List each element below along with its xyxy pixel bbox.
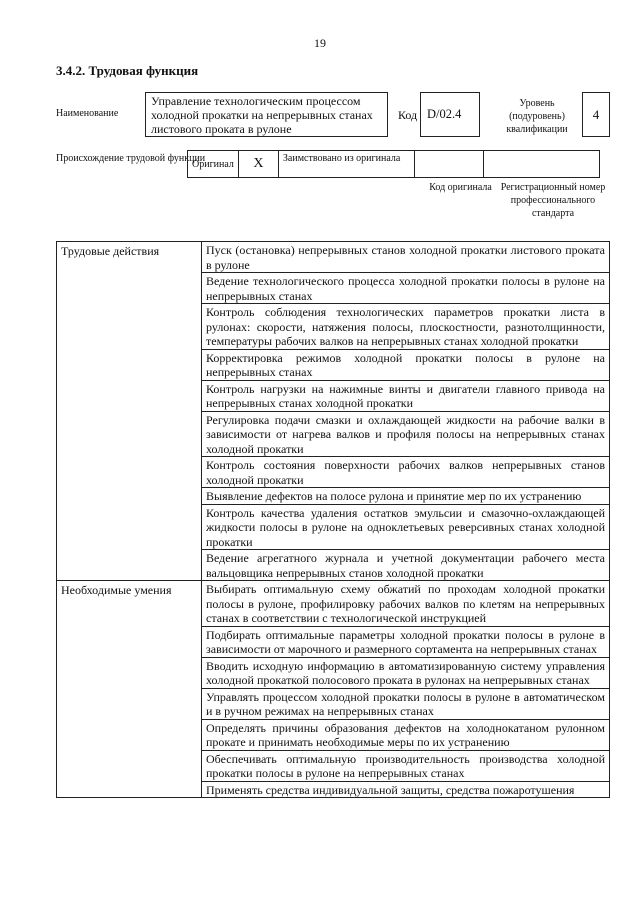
section-item: Ведение технологического процесса холодной прокатки полосы в рулоне на непрерывных станах — [202, 273, 610, 304]
function-name-box: Управление технологическим процессом холодной прокатки на непрерывных станах листового проката в рулоне — [145, 92, 388, 137]
code-value-box: D/02.4 — [420, 92, 480, 137]
section-item: Управлять процессом холодной прокатки полосы в рулоне в автоматическом и в ручном режимах на непрерывных станах — [202, 688, 610, 719]
original-label-cell: Оригинал — [188, 151, 239, 178]
section-item: Контроль состояния поверхности рабочих валков непрерывных станов холодной прокатки — [202, 457, 610, 488]
section-item: Выявление дефектов на полосе рулона и принятие мер по их устранению — [202, 488, 610, 505]
original-code-cell — [414, 151, 483, 178]
table-row — [57, 242, 610, 273]
section-item: Корректировка режимов холодной прокатки полосы в рулоне на непрерывных станах — [202, 349, 610, 380]
section-item: Вводить исходную информацию в автоматизированную систему управления холодной прокаткой полосового проката в рулонах на непрерывных станах — [202, 657, 610, 688]
origin-table — [187, 150, 600, 178]
section-item: Обеспечивать оптимальную производительность производства холодной прокатки полосы в рулоне на непрерывных станах — [202, 750, 610, 781]
origin-label — [56, 153, 205, 165]
page-number: 19 — [314, 36, 326, 50]
section-item: Подбирать оптимальные параметры холодной прокатки полосы в рулоне в зависимости от марочного и размерного сортамента на непрерывных станах — [202, 626, 610, 657]
labor-function-table — [56, 241, 610, 798]
labor-function-table-body — [57, 242, 610, 798]
section-item: Контроль качества удаления остатков эмульсии и смазочно-охлаждающей жидкости полосы в рулоне на одноклетьевых реверсивных станах холодной прокатки — [202, 504, 610, 550]
section-item: Регулировка подачи смазки и охлаждающей жидкости на рабочие валки в зависимости от нагрева валков и профиля полосы на непрерывных станах холодной прокатки — [202, 411, 610, 457]
section-item: Применять средства индивидуальной защиты, средства пожаротушения — [202, 781, 610, 798]
original-mark-cell: X — [238, 151, 278, 178]
section-item: Ведение агрегатного журнала и учетной документации рабочего места вальцовщика непрерывных станов холодной прокатки — [202, 550, 610, 581]
section-item: Контроль соблюдения технологических параметров прокатки листа в рулонах: скорости, натяжения полосы, плоскостности, разнотолщинности, температуры рабочих валков на непрерывных станах холодной прокатки — [202, 304, 610, 350]
section-item: Контроль нагрузки на нажимные винты и двигатели главного привода на непрерывных станах холодной прокатки — [202, 380, 610, 411]
registration-number-cell — [483, 151, 599, 178]
registration-number-caption: Регистрационный номер профессионального стандарта — [500, 182, 606, 219]
section-title: 3.4.2. Трудовая функция — [56, 63, 199, 78]
qualification-level-label: Уровень (подуровень) квалификации — [506, 98, 568, 135]
original-code-caption: Код оригинала — [429, 182, 492, 193]
qualification-level-box: 4 — [582, 92, 610, 137]
section-item: Определять причины образования дефектов на холоднокатаном рулонном прокате и принимать необходимые меры по их устранению — [202, 719, 610, 750]
code-label: Код — [398, 108, 418, 122]
origin-label-text: Происхождение трудовой функции — [56, 153, 206, 164]
section-item: Пуск (остановка) непрерывных станов холодной прокатки листового проката в рулоне — [202, 242, 610, 273]
section-item: Выбирать оптимальную схему обжатий по проходам холодной прокатки полосы в рулоне, профилировку рабочих валков по клетям на непрерывных станах в соответствии с технологической инструкцией — [202, 581, 610, 627]
borrowed-label-cell: Заимствовано из оригинала — [278, 151, 414, 178]
section-label: Трудовые действия — [57, 242, 202, 581]
table-row — [57, 581, 610, 627]
name-label: Наименование — [56, 108, 119, 119]
section-label: Необходимые умения — [57, 581, 202, 798]
